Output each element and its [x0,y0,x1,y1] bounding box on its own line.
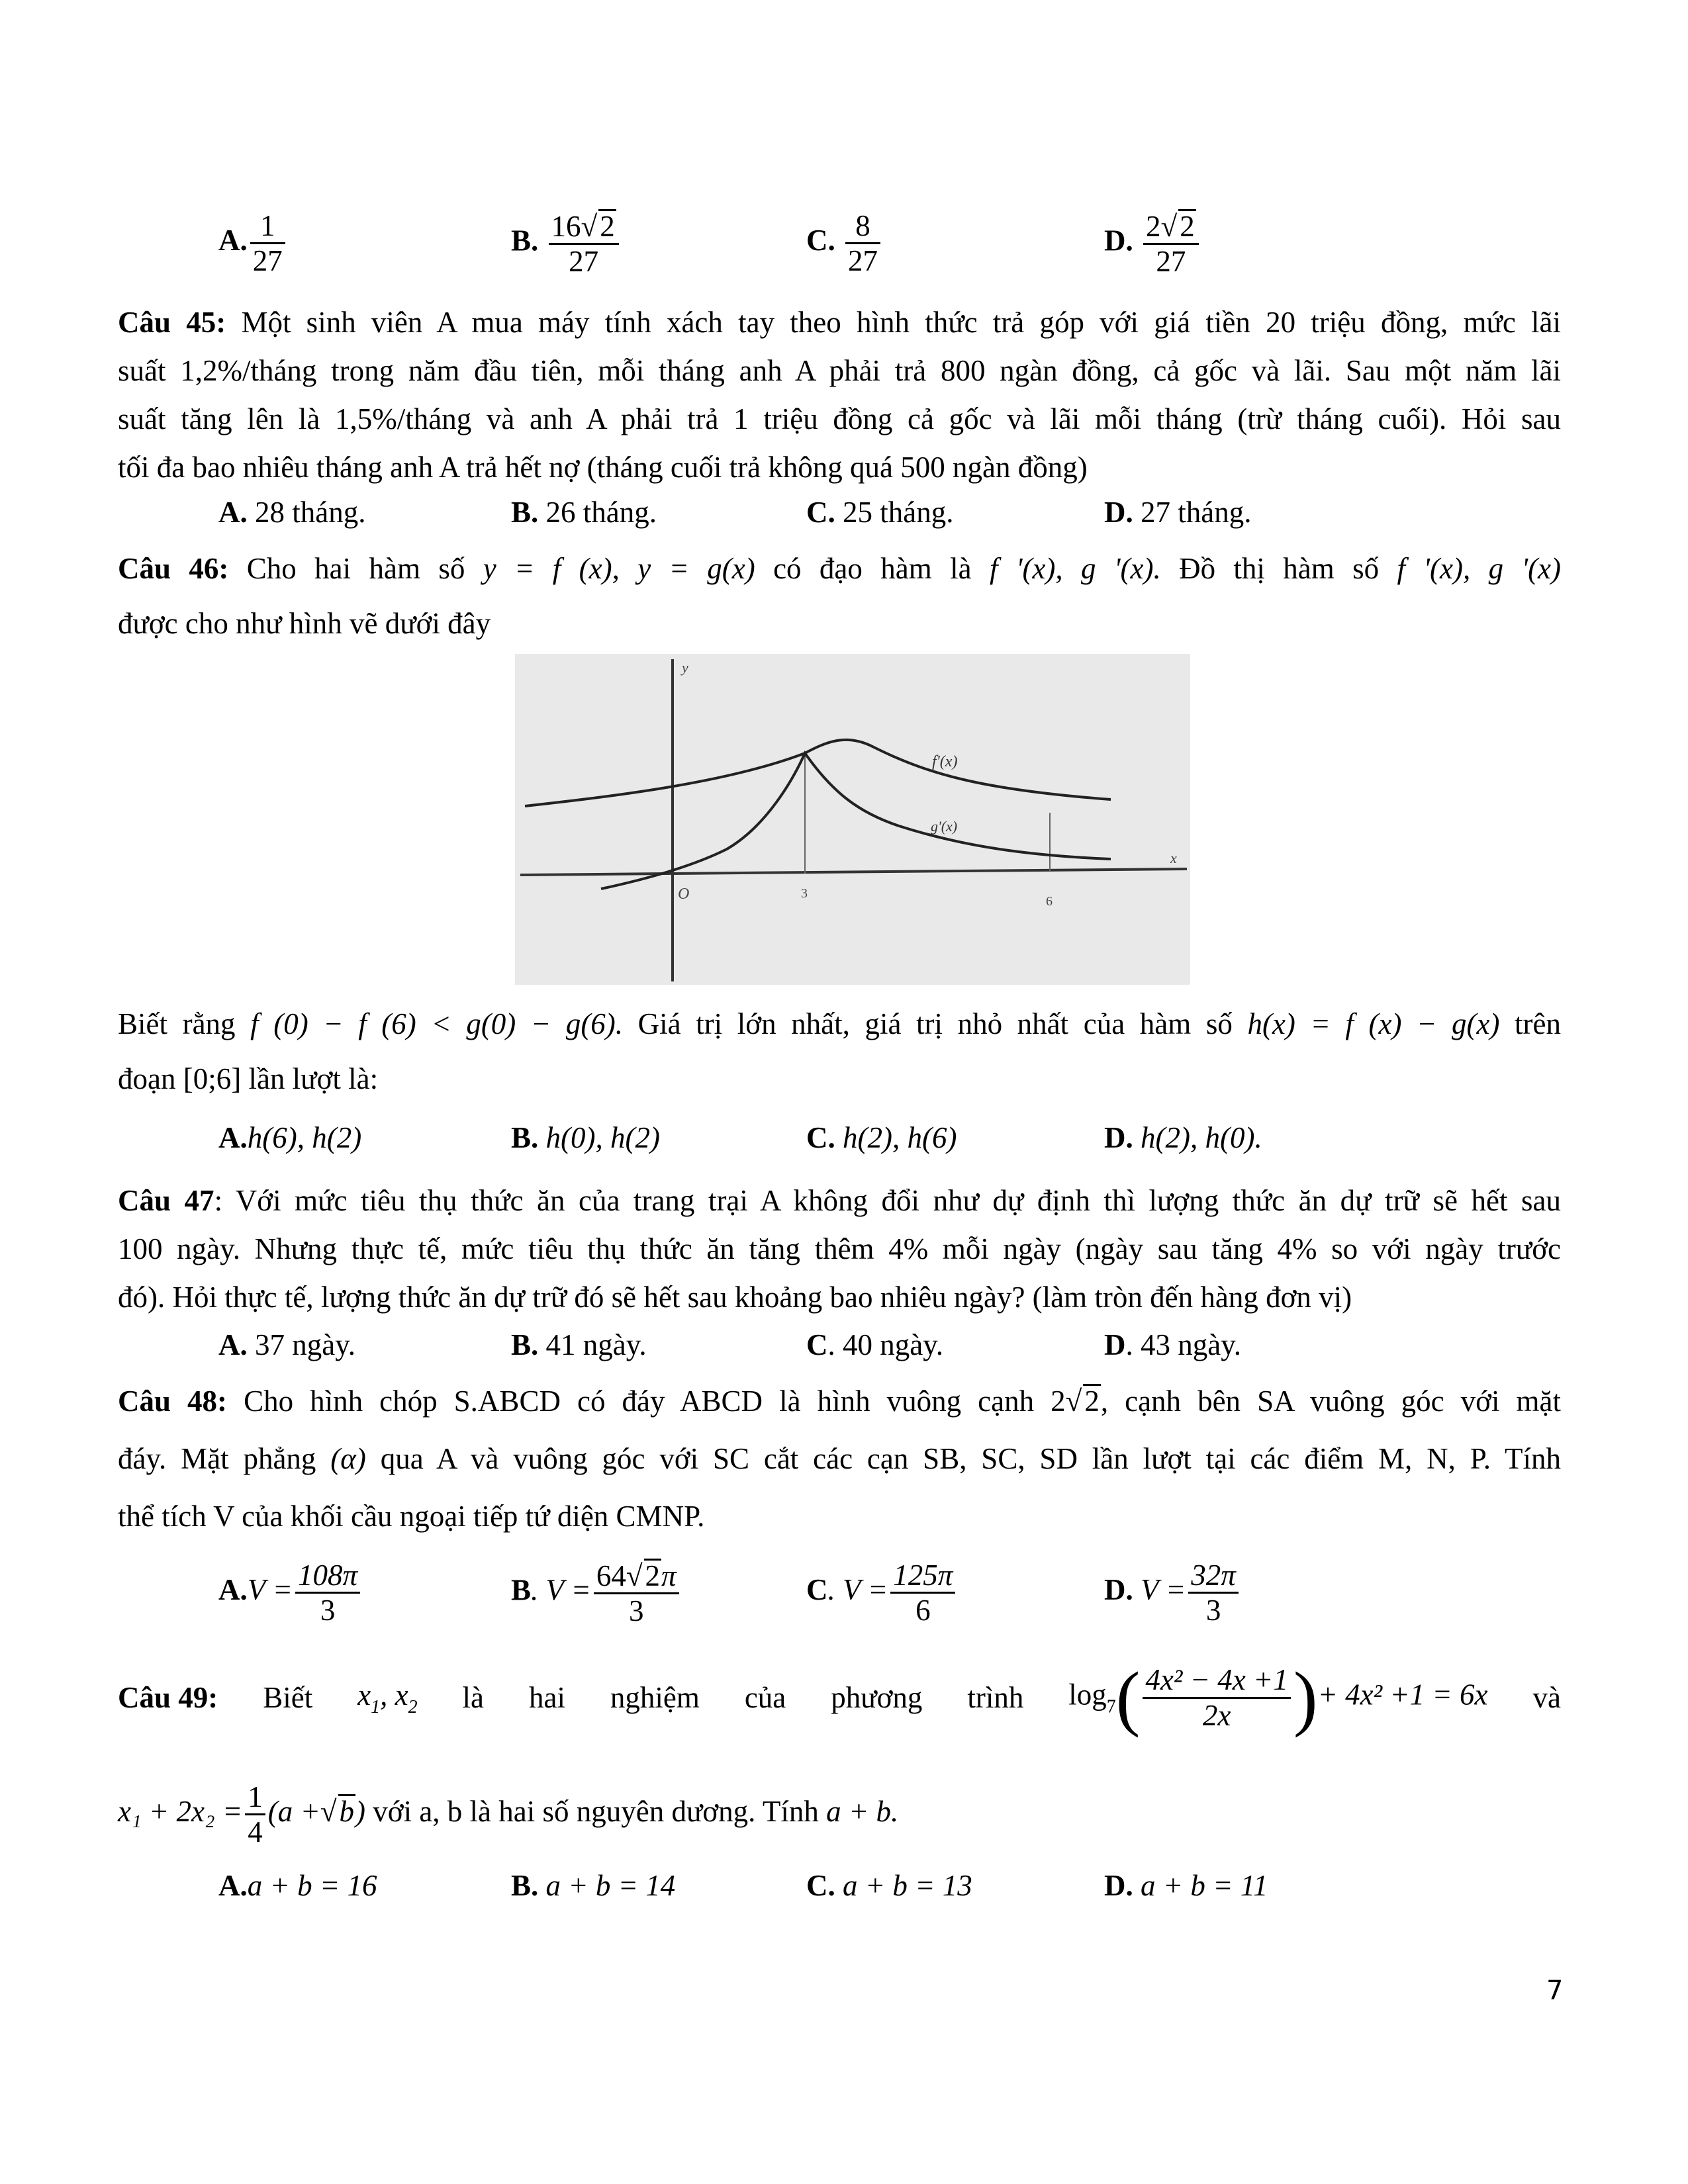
q47-line-1: Câu 47: Với mức tiêu thụ thức ăn của trang trại A không đổi như dự định thì lượng thức ăn dự trữ sẽ hết sau [118,1184,1561,1217]
q47-option-a: A. 37 ngày. [218,1328,356,1361]
q45-line-3: suất tăng lên là 1,5%/tháng và anh A phải trả 1 triệu đồng cả gốc và lãi mỗi tháng (trừ tháng cuối). Hỏi sau [118,402,1561,435]
q45-option-c: C. 25 tháng. [806,496,954,529]
q48-option-b: B. V = $\frac{64√2\pi}{3}$ [511,1559,682,1628]
q49-option-b: B. a + b = 14 [511,1869,676,1902]
q49-option-c: C. a + b = 13 [806,1869,972,1902]
q45-option-d: D. 27 tháng. [1104,496,1252,529]
q49-option-a: A.a + b = 16 [218,1869,377,1902]
q48-line-2: đáy. Mặt phẳng (α) qua A và vuông góc với SC cắt các cạn SB, SC, SD lần lượt tại các điểm M, N, P. Tính [118,1442,1562,1475]
q44-option-b: B. $\frac{16√2}{27}$ [511,209,622,279]
q46-option-c: C. h(2), h(6) [806,1121,957,1154]
q48-option-c: C. V = $\frac{125\pi}{6}$ [806,1559,958,1627]
q48-line-3: thể tích V của khối cầu ngoại tiếp tứ diện CMNP. [118,1500,705,1533]
page-number: 7 [1546,1976,1564,2006]
q46-line-2: được cho như hình vẽ dưới đây [118,607,491,640]
origin-label: O [678,886,690,903]
tick-label-6: 6 [1046,894,1053,909]
f-prime-label: f'(x) [932,753,958,770]
q49-line-2: x₁ + 2x₂ = $\frac{1}{4}$ (a +√b) với a, b là hai số nguyên dương. Tính a + b. [118,1780,899,1849]
q48-option-d: D. V = $\frac{32\pi}{3}$ [1104,1559,1241,1627]
q45-line-4: tối đa bao nhiêu tháng anh A trả hết nợ (tháng cuối trả không quá 500 ngàn đồng) [118,451,1088,484]
q46-line-3: Biết rằng f (0) − f (6) < g(0) − g(6). Giá trị lớn nhất, giá trị nhỏ nhất của hàm số h(x) = f (x) − g(x) trên [118,1007,1561,1040]
g-prime-label: g'(x) [931,818,958,835]
x-axis-label: x [1170,850,1177,866]
q48-option-a: A.V = $\frac{108\pi}{3}$ [218,1559,363,1627]
q46-line-1: Câu 46: Cho hai hàm số y = f (x), y = g(x) có đạo hàm là f '(x), g '(x). Đồ thị hàm số f '(x), g '(x) [118,552,1562,585]
q44-option-a: A. $\frac{1}{27}$ [218,209,288,278]
q47-option-c: C. 40 ngày. [806,1328,944,1361]
q44-option-d: D. $\frac{2√2}{27}$ [1104,209,1201,279]
graph-svg [515,654,1190,985]
q49-line-1: Câu 49: Biết $x_1$, $x_2$ là hai nghiệm của phương trình $\log_7$( $\frac{\text{4x² − 4x +1}}{2x}$ )+ 4x² +1 = 6x và [118,1657,1561,1738]
q45-option-b: B. 26 tháng. [511,496,657,529]
q48-line-1: Câu 48: Cho hình chóp S.ABCD có đáy ABCD là hình vuông cạnh 2√2, cạnh bên SA vuông góc với mặt [118,1385,1561,1418]
q46-option-a: A.h(6), h(2) [218,1121,362,1154]
q46-graph [515,654,1190,985]
graph-background [515,654,1190,985]
q46-option-d: D. h(2), h(0). [1104,1121,1262,1154]
q47-line-3: đó). Hỏi thực tế, lượng thức ăn dự trữ đó sẽ hết sau khoảng bao nhiêu ngày? (làm tròn đến hàng đơn vị) [118,1281,1352,1314]
q45-line-2: suất 1,2%/tháng trong năm đầu tiên, mỗi tháng anh A phải trả 800 ngàn đồng, cả gốc và lãi. Sau một năm lãi [118,354,1561,387]
q46-line-4: đoạn [0;6] lần lượt là: [118,1062,379,1095]
q44-option-c: C. $\frac{8}{27}$ [806,209,883,278]
q47-line-2: 100 ngày. Nhưng thực tế, mức tiêu thụ thức ăn tăng thêm 4% mỗi ngày (ngày sau tăng 4% so với ngày trước [118,1232,1561,1265]
q49-option-d: D. a + b = 11 [1104,1869,1268,1902]
y-axis-label: y [682,659,688,676]
q47-option-b: B. 41 ngày. [511,1328,647,1361]
q47-option-d: D. 43 ngày. [1104,1328,1242,1361]
q45-option-a: A. 28 tháng. [218,496,366,529]
q45-line-1: Câu 45: Một sinh viên A mua máy tính xách tay theo hình thức trả góp với giá tiền 20 triệu đồng, mức lãi [118,306,1561,339]
q46-option-b: B. h(0), h(2) [511,1121,660,1154]
tick-label-3: 3 [801,886,808,901]
